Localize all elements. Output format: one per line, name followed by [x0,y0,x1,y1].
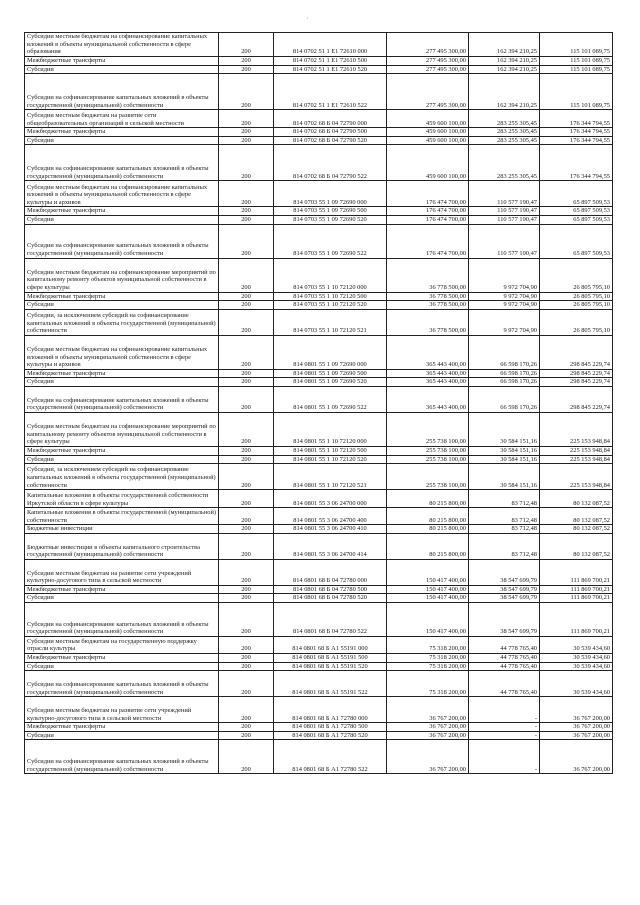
budget-classification-code-cell: 814 0702 51 1 E1 72610 500 [274,57,387,66]
approved-amount-cell: 176 474 700,00 [387,224,469,258]
row-name-cell: Субсидии местным бюджетам на софинансирование капитальных вложений в объекты муниципальной собственности в сфере образования [25,33,219,57]
row-name-cell: Субсидии местным бюджетам на развитие сети учреждений культурно-досугового типа в сельской местности [25,697,219,723]
executed-amount-cell: 110 577 190,47 [469,181,540,207]
budget-classification-code-cell: 814 0801 68 Б A1 72780 000 [274,697,387,723]
table-row [25,490,613,508]
remaining-amount-cell: 111 869 700,21 [540,585,613,594]
remaining-amount-cell: 225 153 948,84 [540,464,613,490]
budget-classification-code-cell: 814 0703 55 1 09 72690 000 [274,181,387,207]
row-code-cell: 200 [219,207,274,216]
approved-amount-cell: 36 767 200,00 [387,697,469,723]
remaining-amount-cell: 298 845 229,74 [540,378,613,387]
approved-amount-cell: 80 215 800,00 [387,490,469,508]
table-row [25,594,613,603]
budget-classification-code-cell: 814 0801 55 1 10 72120 521 [274,464,387,490]
row-name-cell: Субсидии на софинансирование капитальных вложений в объекты государственной (муниципальной) собственности [25,74,219,110]
remaining-amount-cell: 80 132 087,52 [540,508,613,525]
budget-classification-code-cell: 814 0801 68 Б 04 72780 520 [274,594,387,603]
row-code-cell: 200 [219,412,274,446]
table-row [25,309,613,335]
budget-classification-code-cell: 814 0702 68 Б 04 72790 500 [274,128,387,137]
budget-classification-code-cell: 814 0801 68 Б A1 55191 000 [274,636,387,653]
budget-classification-code-cell: 814 0801 68 Б A1 72780 522 [274,740,387,774]
executed-amount-cell: 83 712,48 [469,533,540,559]
budget-classification-code-cell: 814 0801 68 Б A1 55191 500 [274,653,387,662]
table-row [25,33,613,57]
approved-amount-cell: 75 318 200,00 [387,636,469,653]
table-row [25,369,613,378]
approved-amount-cell: 277 495 300,00 [387,65,469,74]
executed-amount-cell: 44 778 765,40 [469,653,540,662]
executed-amount-cell: 162 394 210,25 [469,33,540,57]
budget-classification-code-cell: 814 0703 55 1 10 72120 521 [274,309,387,335]
table-row [25,559,613,585]
table-row [25,671,613,697]
table-row [25,215,613,224]
remaining-amount-cell: 26 805 795,10 [540,309,613,335]
executed-amount-cell: 66 598 170,26 [469,335,540,369]
executed-amount-cell: - [469,697,540,723]
table-row [25,335,613,369]
budget-classification-code-cell: 814 0801 55 1 10 72120 500 [274,446,387,455]
row-code-cell: 200 [219,145,274,181]
budget-classification-code-cell: 814 0703 55 1 10 72120 000 [274,258,387,292]
row-name-cell: Субсидии местным бюджетам на развитие сети общеобразовательных организаций в сельской местности [25,110,219,128]
table-row [25,65,613,74]
approved-amount-cell: 150 417 400,00 [387,585,469,594]
executed-amount-cell: 30 584 151,16 [469,455,540,464]
approved-amount-cell: 365 443 400,00 [387,369,469,378]
budget-classification-code-cell: 814 0801 55 1 09 72690 000 [274,335,387,369]
row-code-cell: 200 [219,378,274,387]
budget-classification-code-cell: 814 0801 55 1 10 72120 000 [274,412,387,446]
table-row [25,378,613,387]
budget-classification-code-cell: 814 0703 55 1 09 72690 520 [274,215,387,224]
row-name-cell: Субсидии местным бюджетам на развитие сети учреждений культурно-досугового типа в сельской местности [25,559,219,585]
approved-amount-cell: 176 474 700,00 [387,207,469,216]
remaining-amount-cell: 80 132 087,52 [540,525,613,534]
table-row [25,508,613,525]
table-row [25,653,613,662]
table-row [25,145,613,181]
scan-speck: · [306,14,309,23]
row-code-cell: 200 [219,309,274,335]
table-row [25,412,613,446]
budget-classification-code-cell: 814 0801 68 Б 04 72780 500 [274,585,387,594]
approved-amount-cell: 255 738 100,00 [387,412,469,446]
approved-amount-cell: 150 417 400,00 [387,594,469,603]
row-name-cell: Межбюджетные трансферты [25,723,219,732]
executed-amount-cell: - [469,731,540,740]
row-name-cell: Межбюджетные трансферты [25,446,219,455]
row-name-cell: Капитальные вложения в объекты государственной собственности Иркутской области в сфере культуры [25,490,219,508]
row-code-cell: 200 [219,464,274,490]
approved-amount-cell: 459 600 100,00 [387,136,469,145]
row-name-cell: Субсидии местным бюджетам на софинансирование капитальных вложений в объекты муниципальной собственности в сфере культуры и архивов [25,181,219,207]
row-name-cell: Субсидии местным бюджетам на софинансирование мероприятий по капитальному ремонту объектов муниципальной собственности в сфере культуры [25,412,219,446]
row-code-cell: 200 [219,301,274,310]
row-name-cell: Межбюджетные трансферты [25,292,219,301]
remaining-amount-cell: 176 344 794,55 [540,110,613,128]
approved-amount-cell: 459 600 100,00 [387,145,469,181]
remaining-amount-cell: 26 805 795,10 [540,301,613,310]
remaining-amount-cell: 115 101 089,75 [540,57,613,66]
row-name-cell: Субсидии местным бюджетам на софинансирование мероприятий по капитальному ремонту объектов муниципальной собственности в сфере культуры [25,258,219,292]
row-name-cell: Субсидии местным бюджетам на софинансирование капитальных вложений в объекты муниципальной собственности в сфере культуры и архивов [25,335,219,369]
budget-classification-code-cell: 814 0703 55 1 10 72120 500 [274,292,387,301]
approved-amount-cell: 176 474 700,00 [387,215,469,224]
row-name-cell: Субсидии на софинансирование капитальных вложений в объекты государственной (муниципальной) собственности [25,740,219,774]
row-name-cell: Межбюджетные трансферты [25,369,219,378]
executed-amount-cell: 38 547 699,79 [469,559,540,585]
approved-amount-cell: 277 495 300,00 [387,57,469,66]
remaining-amount-cell: 65 897 509,53 [540,224,613,258]
remaining-amount-cell: 225 153 948,84 [540,455,613,464]
row-name-cell: Межбюджетные трансферты [25,653,219,662]
row-name-cell: Субсидии [25,731,219,740]
row-code-cell: 200 [219,602,274,636]
row-code-cell: 200 [219,335,274,369]
row-name-cell: Межбюджетные трансферты [25,57,219,66]
row-name-cell: Межбюджетные трансферты [25,128,219,137]
table-row [25,110,613,128]
table-row [25,602,613,636]
row-name-cell: Капитальные вложения в объекты государственной (муниципальной) собственности [25,508,219,525]
approved-amount-cell: 75 318 200,00 [387,662,469,671]
budget-classification-code-cell: 814 0702 51 1 E1 72610 000 [274,33,387,57]
budget-classification-code-cell: 814 0801 55 1 09 72690 500 [274,369,387,378]
executed-amount-cell: 44 778 765,40 [469,662,540,671]
row-code-cell: 200 [219,740,274,774]
executed-amount-cell: 162 394 210,25 [469,74,540,110]
budget-classification-code-cell: 814 0801 55 3 06 24700 400 [274,508,387,525]
approved-amount-cell: 365 443 400,00 [387,386,469,412]
row-code-cell: 200 [219,508,274,525]
row-name-cell: Субсидии [25,378,219,387]
executed-amount-cell: 283 255 305,45 [469,110,540,128]
remaining-amount-cell: 26 805 795,10 [540,292,613,301]
row-code-cell: 200 [219,74,274,110]
executed-amount-cell: 44 778 765,40 [469,636,540,653]
budget-classification-code-cell: 814 0702 68 Б 04 72790 520 [274,136,387,145]
table-row [25,181,613,207]
executed-amount-cell: 66 598 170,26 [469,378,540,387]
row-name-cell: Субсидии местным бюджетам на государственную поддержку отрасли культуры [25,636,219,653]
row-code-cell: 200 [219,57,274,66]
remaining-amount-cell: 26 805 795,10 [540,258,613,292]
row-code-cell: 200 [219,559,274,585]
row-name-cell: Субсидии на софинансирование капитальных вложений в объекты государственной (муниципальной) собственности [25,386,219,412]
table-row [25,224,613,258]
table-row [25,57,613,66]
budget-classification-code-cell: 814 0801 55 1 09 72690 520 [274,378,387,387]
approved-amount-cell: 80 215 800,00 [387,533,469,559]
remaining-amount-cell: 115 101 089,75 [540,65,613,74]
row-name-cell: Субсидии [25,136,219,145]
row-code-cell: 200 [219,455,274,464]
approved-amount-cell: 150 417 400,00 [387,602,469,636]
row-code-cell: 200 [219,258,274,292]
table-row [25,731,613,740]
row-code-cell: 200 [219,490,274,508]
row-code-cell: 200 [219,525,274,534]
row-code-cell: 200 [219,224,274,258]
budget-classification-code-cell: 814 0801 55 1 09 72690 522 [274,386,387,412]
table-row [25,662,613,671]
executed-amount-cell: 66 598 170,26 [469,386,540,412]
row-code-cell: 200 [219,33,274,57]
table-row [25,455,613,464]
table-row [25,386,613,412]
remaining-amount-cell: 298 845 229,74 [540,335,613,369]
approved-amount-cell: 459 600 100,00 [387,128,469,137]
approved-amount-cell: 36 767 200,00 [387,740,469,774]
row-code-cell: 200 [219,653,274,662]
executed-amount-cell: 162 394 210,25 [469,65,540,74]
table-row [25,128,613,137]
budget-classification-code-cell: 814 0801 55 3 06 24700 410 [274,525,387,534]
executed-amount-cell: 83 712,48 [469,525,540,534]
budget-classification-code-cell: 814 0702 51 1 E1 72610 522 [274,74,387,110]
executed-amount-cell: 83 712,48 [469,490,540,508]
executed-amount-cell: 30 584 151,16 [469,464,540,490]
remaining-amount-cell: 65 897 509,53 [540,215,613,224]
table-row [25,740,613,774]
row-name-cell: Субсидии, за исключением субсидий на софинансирование капитальных вложений в объекты государственной (муниципальной) собственности [25,464,219,490]
approved-amount-cell: 150 417 400,00 [387,559,469,585]
executed-amount-cell: 110 577 190,47 [469,224,540,258]
approved-amount-cell: 75 318 200,00 [387,653,469,662]
approved-amount-cell: 36 778 500,00 [387,292,469,301]
row-name-cell: Субсидии [25,215,219,224]
remaining-amount-cell: 36 767 200,00 [540,740,613,774]
row-code-cell: 200 [219,128,274,137]
executed-amount-cell: 9 972 704,90 [469,301,540,310]
table-row [25,525,613,534]
executed-amount-cell: - [469,740,540,774]
table-row [25,446,613,455]
table-row [25,697,613,723]
approved-amount-cell: 365 443 400,00 [387,335,469,369]
row-name-cell: Субсидии на софинансирование капитальных вложений в объекты государственной (муниципальной) собственности [25,145,219,181]
row-code-cell: 200 [219,594,274,603]
row-name-cell: Субсидии, за исключением субсидий на софинансирование капитальных вложений в объекты государственной (муниципальной) собственности [25,309,219,335]
row-code-cell: 200 [219,697,274,723]
budget-classification-code-cell: 814 0801 68 Б 04 72780 522 [274,602,387,636]
approved-amount-cell: 36 778 500,00 [387,258,469,292]
approved-amount-cell: 36 778 500,00 [387,309,469,335]
budget-classification-code-cell: 814 0703 55 1 09 72690 500 [274,207,387,216]
row-name-cell: Субсидии [25,594,219,603]
remaining-amount-cell: 111 869 700,21 [540,594,613,603]
executed-amount-cell: 38 547 699,79 [469,602,540,636]
approved-amount-cell: 277 495 300,00 [387,74,469,110]
remaining-amount-cell: 115 101 089,75 [540,74,613,110]
table-row [25,636,613,653]
row-code-cell: 200 [219,215,274,224]
row-name-cell: Субсидии [25,455,219,464]
remaining-amount-cell: 176 344 794,55 [540,128,613,137]
remaining-amount-cell: 225 153 948,84 [540,412,613,446]
approved-amount-cell: 36 767 200,00 [387,731,469,740]
remaining-amount-cell: 30 539 434,60 [540,671,613,697]
row-name-cell: Субсидии [25,65,219,74]
row-code-cell: 200 [219,585,274,594]
budget-classification-code-cell: 814 0702 51 1 E1 72610 520 [274,65,387,74]
budget-classification-code-cell: 814 0801 55 3 06 24700 414 [274,533,387,559]
row-code-cell: 200 [219,533,274,559]
executed-amount-cell: 283 255 305,45 [469,145,540,181]
budget-classification-code-cell: 814 0703 55 1 10 72120 520 [274,301,387,310]
row-code-cell: 200 [219,636,274,653]
table-row [25,301,613,310]
row-code-cell: 200 [219,181,274,207]
approved-amount-cell: 80 215 800,00 [387,508,469,525]
approved-amount-cell: 459 600 100,00 [387,110,469,128]
approved-amount-cell: 255 738 100,00 [387,464,469,490]
row-name-cell: Субсидии на софинансирование капитальных вложений в объекты государственной (муниципальной) собственности [25,224,219,258]
row-name-cell: Субсидии [25,301,219,310]
approved-amount-cell: 176 474 700,00 [387,181,469,207]
executed-amount-cell: 9 972 704,90 [469,258,540,292]
approved-amount-cell: 365 443 400,00 [387,378,469,387]
budget-classification-code-cell: 814 0702 68 Б 04 72790 522 [274,145,387,181]
row-code-cell: 200 [219,369,274,378]
row-code-cell: 200 [219,65,274,74]
executed-amount-cell: 9 972 704,90 [469,292,540,301]
table-row [25,585,613,594]
approved-amount-cell: 75 318 200,00 [387,671,469,697]
budget-classification-code-cell: 814 0801 68 Б A1 55191 522 [274,671,387,697]
row-name-cell: Бюджетные инвестиции в объекты капитального строительства государственной (муниципальной) собственности [25,533,219,559]
approved-amount-cell: 36 767 200,00 [387,723,469,732]
budget-classification-code-cell: 814 0703 55 1 09 72690 522 [274,224,387,258]
remaining-amount-cell: 30 539 434,60 [540,636,613,653]
budget-classification-code-cell: 814 0801 68 Б A1 55191 520 [274,662,387,671]
remaining-amount-cell: 36 767 200,00 [540,697,613,723]
executed-amount-cell: 283 255 305,45 [469,136,540,145]
table-row [25,533,613,559]
table-row [25,723,613,732]
remaining-amount-cell: 115 101 089,75 [540,33,613,57]
remaining-amount-cell: 65 897 509,53 [540,181,613,207]
approved-amount-cell: 277 495 300,00 [387,33,469,57]
budget-classification-code-cell: 814 0702 68 Б 04 72790 000 [274,110,387,128]
row-code-cell: 200 [219,292,274,301]
executed-amount-cell: 30 584 151,16 [469,412,540,446]
row-name-cell: Субсидии [25,662,219,671]
remaining-amount-cell: 225 153 948,84 [540,446,613,455]
table-body [25,33,613,774]
remaining-amount-cell: 176 344 794,55 [540,136,613,145]
remaining-amount-cell: 65 897 509,53 [540,207,613,216]
executed-amount-cell: 110 577 190,47 [469,215,540,224]
row-code-cell: 200 [219,136,274,145]
executed-amount-cell: 283 255 305,45 [469,128,540,137]
executed-amount-cell: 66 598 170,26 [469,369,540,378]
approved-amount-cell: 80 215 800,00 [387,525,469,534]
executed-amount-cell: - [469,723,540,732]
executed-amount-cell: 30 584 151,16 [469,446,540,455]
remaining-amount-cell: 298 845 229,74 [540,369,613,378]
budget-classification-code-cell: 814 0801 68 Б A1 72780 500 [274,723,387,732]
remaining-amount-cell: 111 869 700,21 [540,559,613,585]
remaining-amount-cell: 36 767 200,00 [540,731,613,740]
executed-amount-cell: 162 394 210,25 [469,57,540,66]
table-row [25,258,613,292]
remaining-amount-cell: 30 539 434,60 [540,662,613,671]
row-code-cell: 200 [219,671,274,697]
approved-amount-cell: 255 738 100,00 [387,455,469,464]
executed-amount-cell: 38 547 699,79 [469,594,540,603]
row-code-cell: 200 [219,731,274,740]
row-name-cell: Бюджетные инвестиции [25,525,219,534]
row-name-cell: Межбюджетные трансферты [25,207,219,216]
budget-execution-table [24,32,612,774]
budget-classification-code-cell: 814 0801 68 Б 04 72780 000 [274,559,387,585]
remaining-amount-cell: 30 539 434,60 [540,653,613,662]
table-row [25,207,613,216]
budget-classification-code-cell: 814 0801 55 1 10 72120 520 [274,455,387,464]
row-code-cell: 200 [219,662,274,671]
row-name-cell: Субсидии на софинансирование капитальных вложений в объекты государственной (муниципальной) собственности [25,602,219,636]
table-row [25,292,613,301]
executed-amount-cell: 9 972 704,90 [469,309,540,335]
row-code-cell: 200 [219,446,274,455]
remaining-amount-cell: 111 869 700,21 [540,602,613,636]
budget-classification-code-cell: 814 0801 55 3 06 24700 000 [274,490,387,508]
table-row [25,74,613,110]
remaining-amount-cell: 80 132 087,52 [540,490,613,508]
table-row [25,464,613,490]
remaining-amount-cell: 298 845 229,74 [540,386,613,412]
row-name-cell: Межбюджетные трансферты [25,585,219,594]
executed-amount-cell: 83 712,48 [469,508,540,525]
row-code-cell: 200 [219,386,274,412]
table-row [25,136,613,145]
remaining-amount-cell: 176 344 794,55 [540,145,613,181]
budget-classification-code-cell: 814 0801 68 Б A1 72780 520 [274,731,387,740]
executed-amount-cell: 38 547 699,79 [469,585,540,594]
executed-amount-cell: 110 577 190,47 [469,207,540,216]
executed-amount-cell: 44 778 765,40 [469,671,540,697]
row-name-cell: Субсидии на софинансирование капитальных вложений в объекты государственной (муниципальной) собственности [25,671,219,697]
approved-amount-cell: 255 738 100,00 [387,446,469,455]
approved-amount-cell: 36 778 500,00 [387,301,469,310]
remaining-amount-cell: 80 132 087,52 [540,533,613,559]
row-code-cell: 200 [219,110,274,128]
row-code-cell: 200 [219,723,274,732]
remaining-amount-cell: 36 767 200,00 [540,723,613,732]
